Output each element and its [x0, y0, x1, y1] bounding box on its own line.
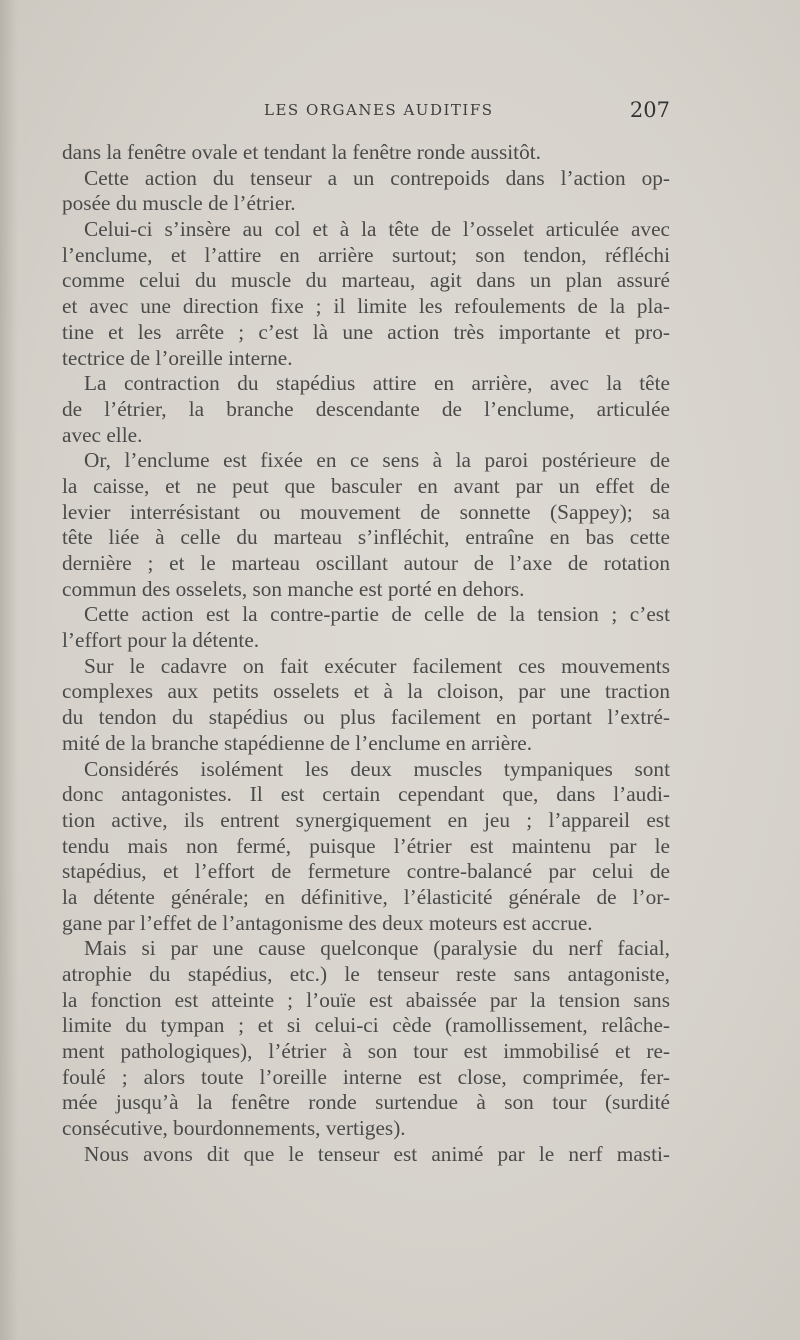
text-line: posée du muscle de l’étrier.: [62, 191, 296, 216]
text-line: stapédius, et l’effort de fermeture contre-balancé par celui de: [62, 859, 670, 884]
text-line: l’effort pour la détente.: [62, 628, 260, 653]
text-line: complexes aux petits osselets et à la cloison, par une traction: [62, 679, 670, 704]
text-line: de l’étrier, la branche descendante de l’enclume, articulée: [62, 396, 670, 421]
text-line: la détente générale; en définitive, l’élasticité générale de l’or-: [62, 884, 670, 909]
text-line: gane par l’effet de l’antagonisme des deux moteurs est accrue.: [62, 910, 593, 935]
text-line: Celui-ci s’insère au col et à la tête de l’osselet articulée avec: [84, 217, 670, 242]
text-line: Nous avons dit que le tenseur est animé par le nerf masti-: [84, 1141, 670, 1166]
text-line: Cette action est la contre-partie de celle de la tension ; c’est: [84, 602, 670, 627]
text-line: tectrice de l’oreille interne.: [62, 345, 293, 370]
text-line: comme celui du muscle du marteau, agit dans un plan assuré: [62, 268, 670, 293]
text-line: foulé ; alors toute l’oreille interne est close, comprimée, fer-: [62, 1064, 670, 1089]
text-line: tête liée à celle du marteau s’infléchit, entraîne en bas cette: [62, 525, 670, 550]
text-line: Cette action du tenseur a un contrepoids dans l’action op-: [84, 165, 670, 190]
text-line: donc antagonistes. Il est certain cependant que, dans l’audi-: [62, 782, 670, 807]
text-line: dans la fenêtre ovale et tendant la fenêtre ronde aussitôt.: [62, 140, 541, 164]
text-line: la fonction est atteinte ; l’ouïe est abaissée par la tension sans: [62, 987, 670, 1012]
text-line: tine et les arrête ; c’est là une action très importante et pro-: [62, 319, 670, 344]
running-head: [60, 98, 670, 131]
text-line: avec elle.: [62, 422, 143, 447]
text-line: commun des osselets, son manche est porté en dehors.: [62, 576, 525, 601]
text-line: tendu mais non fermé, puisque l’étrier est maintenu par le: [62, 833, 670, 858]
page-gutter-shadow: [0, 0, 18, 1340]
text-line: du tendon du stapédius ou plus facilement en portant l’extré-: [62, 705, 670, 730]
text-line: Sur le cadavre on fait exécuter facilement ces mouvements: [84, 653, 670, 678]
text-line: dernière ; et le marteau oscillant autour de l’axe de rotation: [62, 551, 670, 575]
text-line: l’enclume, et l’attire en arrière surtout; son tendon, réfléchi: [62, 242, 670, 267]
text-line: Mais si par une cause quelconque (paralysie du nerf facial,: [84, 936, 670, 961]
text-line: ment pathologiques), l’étrier à son tour est immobilisé et re-: [62, 1039, 670, 1064]
running-head-title: LES ORGANES AUDITIFS: [264, 101, 494, 119]
text-line: atrophie du stapédius, etc.) le tenseur reste sans antagoniste,: [62, 962, 670, 986]
page-number: 207: [629, 98, 670, 122]
text-line: mité de la branche stapédienne de l’enclume en arrière.: [62, 730, 533, 755]
text-line: La contraction du stapédius attire en arrière, avec la tête: [84, 371, 670, 396]
text-line: Considérés isolément les deux muscles tympaniques sont: [84, 756, 670, 781]
text-line: et avec une direction fixe ; il limite les refoulements de la pla-: [62, 294, 670, 319]
text-line: consécutive, bourdonnements, vertiges).: [62, 1116, 406, 1141]
text-line: mée jusqu’à la fenêtre ronde surtendue à son tour (surdité: [62, 1090, 670, 1115]
text-line: tion active, ils entrent synergiquement en jeu ; l’appareil est: [62, 807, 670, 832]
text-line: Or, l’enclume est fixée en ce sens à la paroi postérieure de: [84, 448, 670, 473]
text-line: levier interrésistant ou mouvement de sonnette (Sappey); sa: [62, 499, 670, 524]
text-line: limite du tympan ; et si celui-ci cède (ramollissement, relâche-: [62, 1013, 670, 1038]
text-line: la caisse, et ne peut que basculer en avant par un effet de: [62, 473, 670, 498]
body-text: [62, 140, 670, 1168]
